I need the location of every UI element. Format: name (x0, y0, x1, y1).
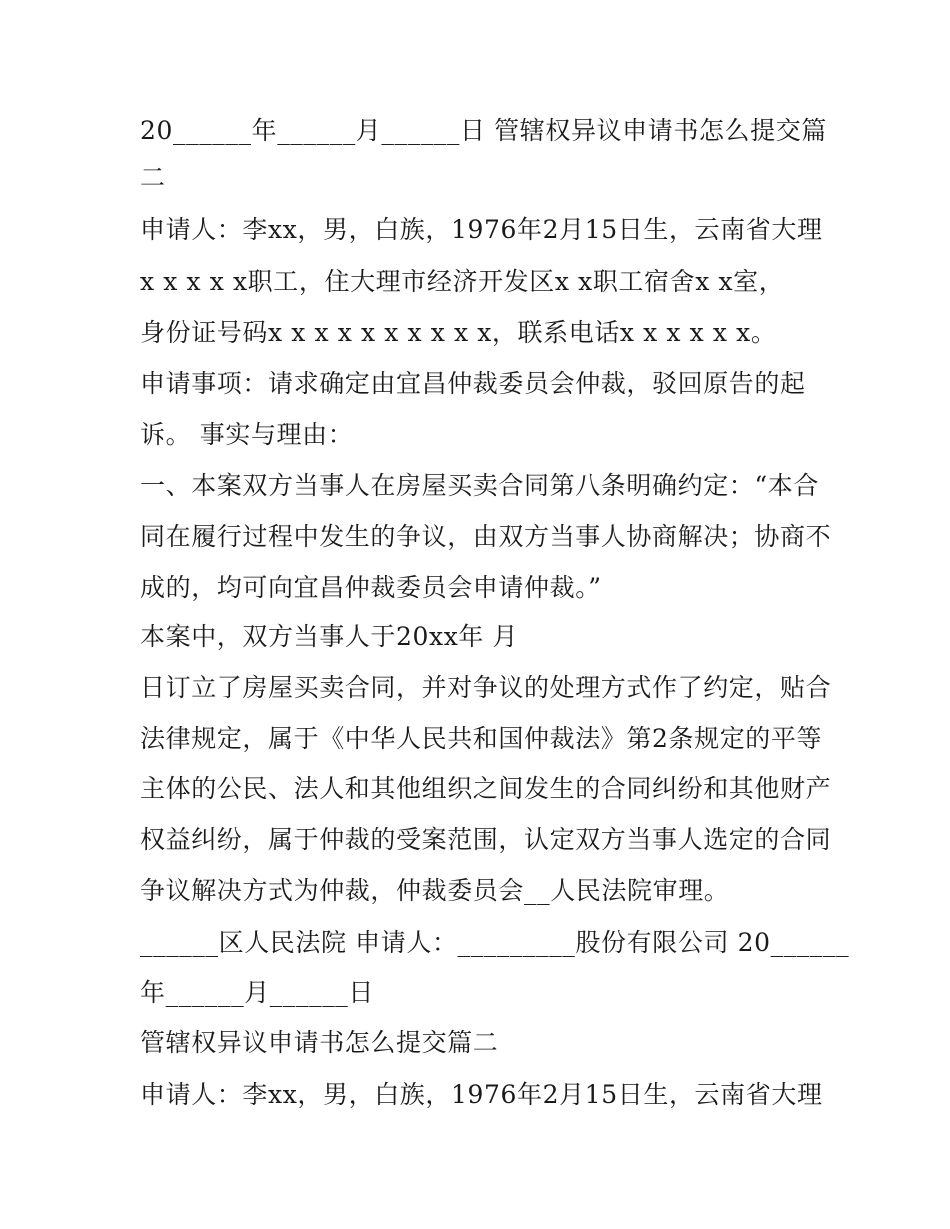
text-line: 身份证号码x x x x x x x x x x，联系电话x x x x x x。 (140, 318, 777, 347)
text-line: 申请人：李xx，男，白族，1976年2月15日生，云南省大理 (140, 1080, 823, 1109)
text-line: 申请事项：请求确定由宜昌仲裁委员会仲裁，驳回原告的起 (140, 369, 806, 398)
text-line: 法律规定，属于《中华人民共和国仲裁法》第2条规定的平等 (140, 724, 823, 753)
text-line: 权益纠纷，属于仲裁的受案范围，认定双方当事人选定的合同 (140, 825, 832, 854)
text-line: 年______月______日 (140, 978, 375, 1007)
text-line: 诉。 事实与理由： (140, 420, 354, 449)
text-line: 争议解决方式为仲裁，仲裁委员会__人民法院审理。 (140, 876, 730, 905)
text-line: 管辖权异议申请书怎么提交篇二 (140, 1028, 499, 1057)
text-line: ______区人民法院 申请人：_________股份有限公司 20______ (140, 928, 850, 957)
text-line: 同在履行过程中发生的争议，由双方当事人协商解决；协商不 (140, 522, 832, 551)
text-line: 主体的公民、法人和其他组织之间发生的合同纠纷和其他财产 (140, 774, 832, 803)
text-line: 申请人：李xx，男，白族，1976年2月15日生，云南省大理 (140, 215, 823, 244)
text-line: 日订立了房屋买卖合同，并对争议的处理方式作了约定，贴合 (140, 673, 832, 702)
text-line: 一、本案双方当事人在房屋买卖合同第八条明确约定：“本合 (140, 471, 819, 500)
text-line: 本案中，双方当事人于20xx年 月 (140, 622, 519, 651)
text-line: 二 (140, 163, 166, 192)
text-line: x x x x x职工，住大理市经济开发区x x职工宿舍x x室， (140, 267, 785, 296)
text-line: 成的，均可向宜昌仲裁委员会申请仲裁。” (140, 573, 602, 602)
text-line: 20______年______月______日 管辖权异议申请书怎么提交篇 (140, 116, 827, 145)
